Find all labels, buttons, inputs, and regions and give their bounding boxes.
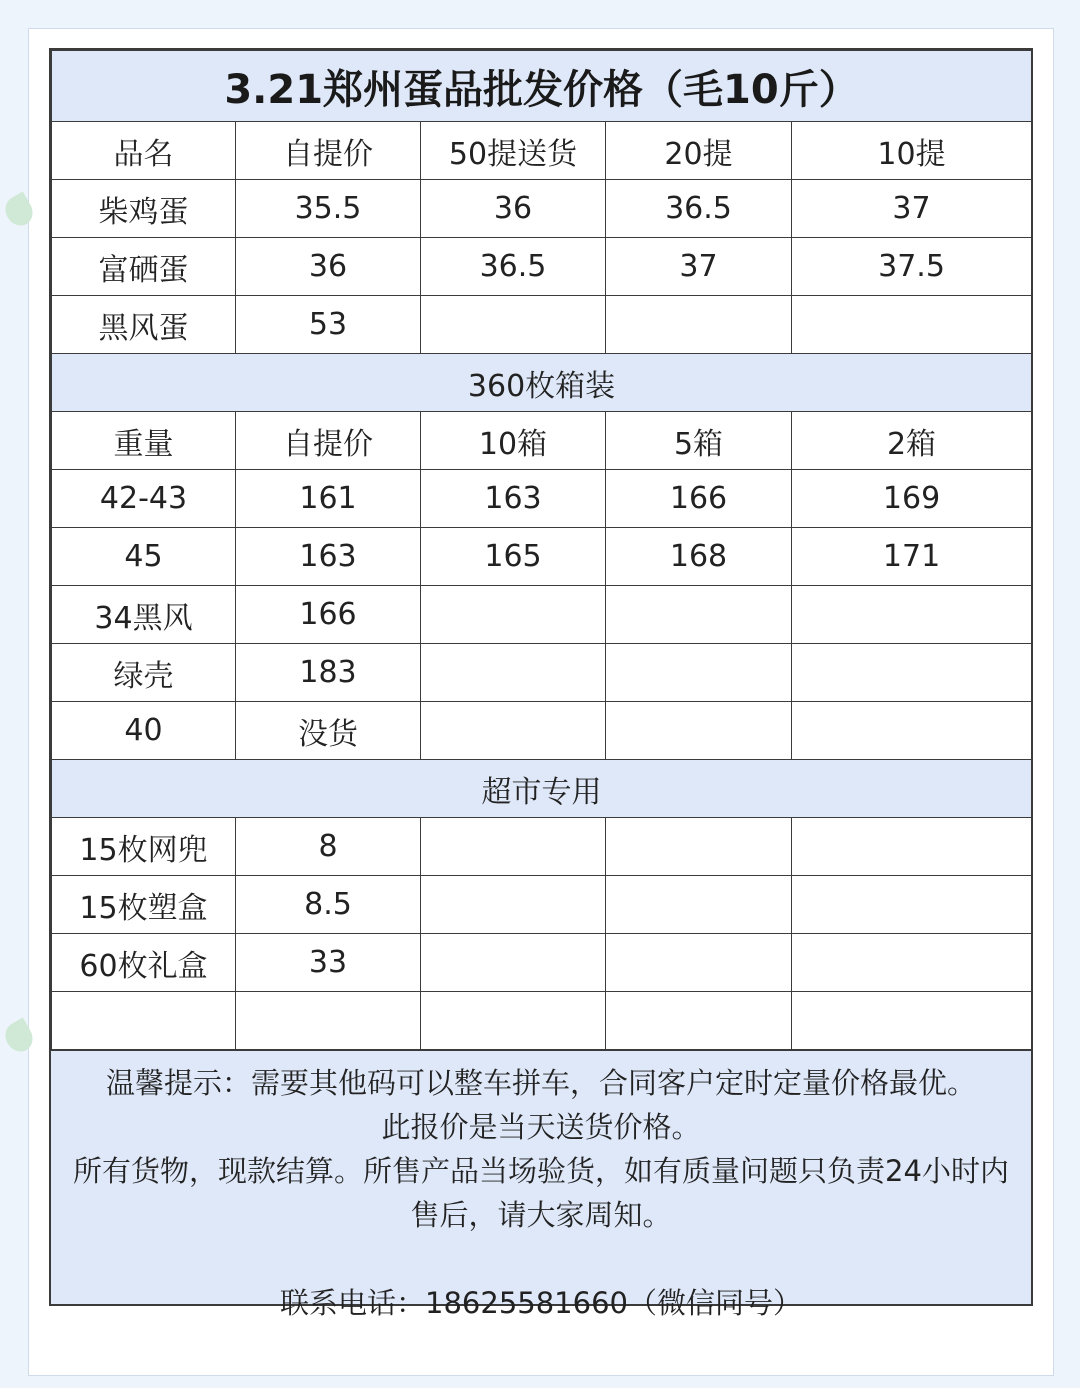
table-cell: 33 (236, 934, 421, 992)
table-row (52, 470, 1032, 528)
table-cell (792, 586, 1032, 644)
table-cell: 36 (421, 180, 606, 238)
page-title: 3.21郑州蛋品批发价格（毛10斤） (52, 51, 1032, 122)
table-cell: 富硒蛋 (52, 238, 236, 296)
table-cell (606, 644, 792, 702)
table-cell: 没货 (236, 702, 421, 760)
table-row (52, 992, 1032, 1050)
table-cell (421, 876, 606, 934)
table-cell: 37 (606, 238, 792, 296)
table-cell (421, 644, 606, 702)
title-row (52, 51, 1032, 122)
table-cell: 36.5 (606, 180, 792, 238)
section-heading: 超市专用 (52, 760, 1032, 818)
table-row (52, 934, 1032, 992)
table-cell: 37 (792, 180, 1032, 238)
table-row (52, 876, 1032, 934)
table-cell (792, 876, 1032, 934)
table-row (52, 296, 1032, 354)
section-heading: 360枚箱装 (52, 354, 1032, 412)
table-cell (606, 992, 792, 1050)
table-cell (421, 818, 606, 876)
table-cell: 166 (236, 586, 421, 644)
table-cell: 37.5 (792, 238, 1032, 296)
table-cell: 15枚网兜 (52, 818, 236, 876)
notes-line: 温馨提示：需要其他码可以整车拼车，合同客户定时定量价格最优。 (105, 1066, 976, 1100)
table-cell: 36 (236, 238, 421, 296)
table-cell: 165 (421, 528, 606, 586)
table-cell (52, 992, 236, 1050)
section-band-row (52, 354, 1032, 412)
table-row (52, 528, 1032, 586)
table-cell: 自提价 (236, 412, 421, 470)
table-cell: 15枚塑盒 (52, 876, 236, 934)
notes-line: 所有货物，现款结算。所售产品当场验货，如有质量问题只负责24小时内售后，请大家周知。 (73, 1154, 1009, 1232)
table-cell: 36.5 (421, 238, 606, 296)
header-row (52, 122, 1032, 180)
table-cell: 40 (52, 702, 236, 760)
table-row (52, 180, 1032, 238)
table-cell (792, 644, 1032, 702)
table-cell: 10箱 (421, 412, 606, 470)
table-cell: 53 (236, 296, 421, 354)
table-row (52, 238, 1032, 296)
table-cell: 45 (52, 528, 236, 586)
table-cell: 2箱 (792, 412, 1032, 470)
table-row (52, 644, 1032, 702)
table-cell: 34黑风 (52, 586, 236, 644)
table-cell (792, 992, 1032, 1050)
table-cell (421, 702, 606, 760)
table-cell: 20提 (606, 122, 792, 180)
table-cell: 163 (421, 470, 606, 528)
table-cell (421, 992, 606, 1050)
table-cell: 163 (236, 528, 421, 586)
table-cell (606, 934, 792, 992)
table-cell: 50提送货 (421, 122, 606, 180)
price-table (51, 50, 1032, 1050)
table-row (52, 818, 1032, 876)
table-cell (421, 934, 606, 992)
table-cell (606, 296, 792, 354)
table-cell: 42-43 (52, 470, 236, 528)
table-cell (606, 702, 792, 760)
notes-panel (51, 1050, 1031, 1320)
table-cell (792, 818, 1032, 876)
header-row (52, 412, 1032, 470)
table-cell (792, 934, 1032, 992)
table-cell: 166 (606, 470, 792, 528)
table-cell: 10提 (792, 122, 1032, 180)
table-cell: 自提价 (236, 122, 421, 180)
table-cell: 5箱 (606, 412, 792, 470)
table-cell: 8.5 (236, 876, 421, 934)
table-cell: 黑风蛋 (52, 296, 236, 354)
table-cell (421, 296, 606, 354)
table-cell: 35.5 (236, 180, 421, 238)
table-cell (236, 992, 421, 1050)
table-cell (792, 296, 1032, 354)
table-cell (421, 586, 606, 644)
contact-phone: 联系电话：18625581660（微信同号） (280, 1286, 802, 1320)
table-cell (792, 702, 1032, 760)
table-cell: 161 (236, 470, 421, 528)
table-cell: 8 (236, 818, 421, 876)
table-cell: 绿壳 (52, 644, 236, 702)
table-row (52, 702, 1032, 760)
table-cell: 柴鸡蛋 (52, 180, 236, 238)
notes-line: 此报价是当天送货价格。 (381, 1110, 701, 1144)
section-band-row (52, 760, 1032, 818)
table-cell: 183 (236, 644, 421, 702)
table-cell (606, 586, 792, 644)
table-cell: 168 (606, 528, 792, 586)
table-cell (606, 876, 792, 934)
table-cell: 重量 (52, 412, 236, 470)
table-cell (606, 818, 792, 876)
price-sheet (49, 48, 1033, 1320)
table-row (52, 586, 1032, 644)
table-cell: 60枚礼盒 (52, 934, 236, 992)
table-cell: 171 (792, 528, 1032, 586)
table-cell: 169 (792, 470, 1032, 528)
table-cell: 品名 (52, 122, 236, 180)
